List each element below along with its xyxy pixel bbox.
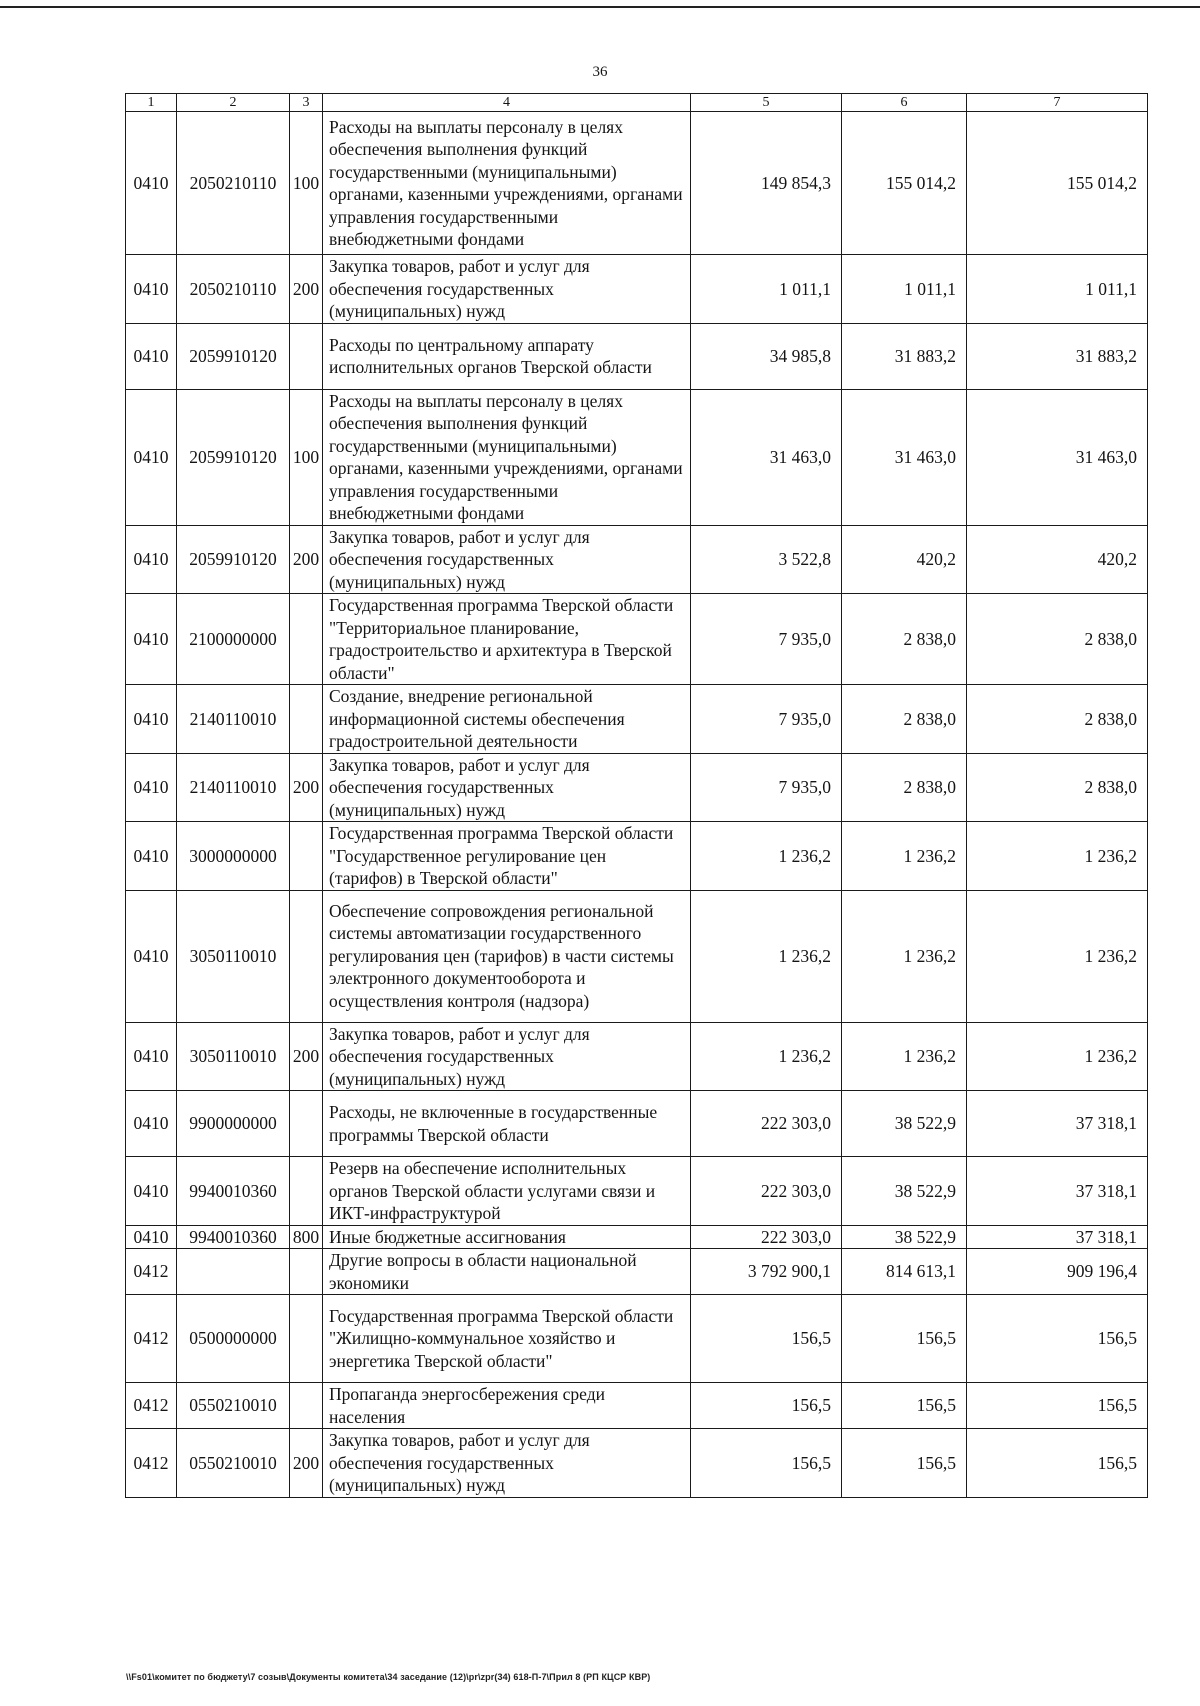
amount-year3-cell: 2 838,0 bbox=[967, 685, 1148, 754]
amount-year1-cell: 1 236,2 bbox=[691, 890, 842, 1022]
target-article-cell: 9900000000 bbox=[177, 1091, 290, 1157]
amount-year1-cell: 7 935,0 bbox=[691, 594, 842, 685]
amount-year3-cell: 37 318,1 bbox=[967, 1091, 1148, 1157]
amount-year2-cell: 2 838,0 bbox=[842, 685, 967, 754]
expense-type-cell bbox=[290, 323, 323, 389]
expense-type-cell: 800 bbox=[290, 1225, 323, 1249]
amount-year3-cell: 31 883,2 bbox=[967, 323, 1148, 389]
amount-year3-cell: 37 318,1 bbox=[967, 1225, 1148, 1249]
target-article-cell: 9940010360 bbox=[177, 1225, 290, 1249]
amount-year2-cell: 156,5 bbox=[842, 1295, 967, 1383]
amount-year2-cell: 31 883,2 bbox=[842, 323, 967, 389]
section-code-cell: 0410 bbox=[126, 525, 177, 594]
amount-year3-cell: 1 236,2 bbox=[967, 1022, 1148, 1091]
amount-year1-cell: 3 792 900,1 bbox=[691, 1249, 842, 1295]
amount-year2-cell: 420,2 bbox=[842, 525, 967, 594]
target-article-cell: 2059910120 bbox=[177, 525, 290, 594]
item-name-cell: Пропаганда энергосбережения среди населения bbox=[323, 1383, 691, 1429]
expense-type-cell: 200 bbox=[290, 1022, 323, 1091]
amount-year1-cell: 222 303,0 bbox=[691, 1157, 842, 1226]
amount-year1-cell: 156,5 bbox=[691, 1429, 842, 1498]
expense-type-cell: 100 bbox=[290, 389, 323, 525]
amount-year2-cell: 1 236,2 bbox=[842, 822, 967, 891]
expense-type-cell bbox=[290, 890, 323, 1022]
amount-year3-cell: 156,5 bbox=[967, 1383, 1148, 1429]
table-row bbox=[126, 1225, 1148, 1249]
target-article-cell: 0550210010 bbox=[177, 1383, 290, 1429]
table-row bbox=[126, 1295, 1148, 1383]
section-code-cell: 0412 bbox=[126, 1383, 177, 1429]
amount-year1-cell: 3 522,8 bbox=[691, 525, 842, 594]
amount-year2-cell: 1 236,2 bbox=[842, 890, 967, 1022]
section-code-cell: 0410 bbox=[126, 1225, 177, 1249]
amount-year1-cell: 1 011,1 bbox=[691, 255, 842, 324]
target-article-cell: 2100000000 bbox=[177, 594, 290, 685]
expense-type-cell: 200 bbox=[290, 753, 323, 822]
section-code-cell: 0410 bbox=[126, 753, 177, 822]
table-row bbox=[126, 389, 1148, 525]
item-name-cell: Иные бюджетные ассигнования bbox=[323, 1225, 691, 1249]
amount-year3-cell: 2 838,0 bbox=[967, 594, 1148, 685]
amount-year3-cell: 1 236,2 bbox=[967, 822, 1148, 891]
amount-year1-cell: 7 935,0 bbox=[691, 753, 842, 822]
item-name-cell: Государственная программа Тверской области "Жилищно-коммунальное хозяйство и энергетика Тверской области" bbox=[323, 1295, 691, 1383]
amount-year1-cell: 34 985,8 bbox=[691, 323, 842, 389]
column-number: 3 bbox=[290, 94, 323, 112]
target-article-cell: 3050110010 bbox=[177, 1022, 290, 1091]
amount-year3-cell: 156,5 bbox=[967, 1295, 1148, 1383]
table-row bbox=[126, 1249, 1148, 1295]
section-code-cell: 0410 bbox=[126, 822, 177, 891]
amount-year3-cell: 1 011,1 bbox=[967, 255, 1148, 324]
amount-year1-cell: 31 463,0 bbox=[691, 389, 842, 525]
amount-year2-cell: 1 011,1 bbox=[842, 255, 967, 324]
table-row bbox=[126, 1157, 1148, 1226]
amount-year3-cell: 2 838,0 bbox=[967, 753, 1148, 822]
table-row bbox=[126, 323, 1148, 389]
section-code-cell: 0410 bbox=[126, 1022, 177, 1091]
target-article-cell: 0500000000 bbox=[177, 1295, 290, 1383]
item-name-cell: Закупка товаров, работ и услуг для обеспечения государственных (муниципальных) нужд bbox=[323, 1022, 691, 1091]
amount-year3-cell: 155 014,2 bbox=[967, 112, 1148, 255]
table-row bbox=[126, 255, 1148, 324]
item-name-cell: Другие вопросы в области национальной экономики bbox=[323, 1249, 691, 1295]
item-name-cell: Государственная программа Тверской области "Государственное регулирование цен (тарифов) в Тверской области" bbox=[323, 822, 691, 891]
table-row bbox=[126, 1429, 1148, 1498]
amount-year2-cell: 156,5 bbox=[842, 1383, 967, 1429]
expense-type-cell: 100 bbox=[290, 112, 323, 255]
item-name-cell: Закупка товаров, работ и услуг для обеспечения государственных (муниципальных) нужд bbox=[323, 255, 691, 324]
section-code-cell: 0410 bbox=[126, 685, 177, 754]
expense-type-cell bbox=[290, 1157, 323, 1226]
amount-year3-cell: 420,2 bbox=[967, 525, 1148, 594]
expense-type-cell bbox=[290, 685, 323, 754]
target-article-cell: 3050110010 bbox=[177, 890, 290, 1022]
amount-year3-cell: 1 236,2 bbox=[967, 890, 1148, 1022]
item-name-cell: Расходы, не включенные в государственные программы Тверской области bbox=[323, 1091, 691, 1157]
amount-year2-cell: 155 014,2 bbox=[842, 112, 967, 255]
section-code-cell: 0410 bbox=[126, 594, 177, 685]
target-article-cell bbox=[177, 1249, 290, 1295]
amount-year2-cell: 38 522,9 bbox=[842, 1225, 967, 1249]
table-row bbox=[126, 525, 1148, 594]
section-code-cell: 0410 bbox=[126, 255, 177, 324]
column-number: 1 bbox=[126, 94, 177, 112]
amount-year1-cell: 222 303,0 bbox=[691, 1091, 842, 1157]
target-article-cell: 2059910120 bbox=[177, 323, 290, 389]
column-number: 6 bbox=[842, 94, 967, 112]
table-row bbox=[126, 594, 1148, 685]
amount-year2-cell: 38 522,9 bbox=[842, 1091, 967, 1157]
amount-year2-cell: 2 838,0 bbox=[842, 594, 967, 685]
amount-year1-cell: 156,5 bbox=[691, 1383, 842, 1429]
page-number: 36 bbox=[592, 64, 608, 80]
amount-year1-cell: 1 236,2 bbox=[691, 822, 842, 891]
expense-type-cell: 200 bbox=[290, 1429, 323, 1498]
table-row bbox=[126, 753, 1148, 822]
item-name-cell: Расходы на выплаты персоналу в целях обеспечения выполнения функций государственными (муниципальными) органами, казенными учреждениями, органами управления государственными внебюджетными фондами bbox=[323, 389, 691, 525]
target-article-cell: 2050210110 bbox=[177, 255, 290, 324]
item-name-cell: Закупка товаров, работ и услуг для обеспечения государственных (муниципальных) нужд bbox=[323, 1429, 691, 1498]
amount-year2-cell: 1 236,2 bbox=[842, 1022, 967, 1091]
amount-year2-cell: 814 613,1 bbox=[842, 1249, 967, 1295]
amount-year3-cell: 31 463,0 bbox=[967, 389, 1148, 525]
column-number: 5 bbox=[691, 94, 842, 112]
table-row bbox=[126, 822, 1148, 891]
section-code-cell: 0410 bbox=[126, 389, 177, 525]
expense-type-cell bbox=[290, 594, 323, 685]
column-number: 2 bbox=[177, 94, 290, 112]
item-name-cell: Создание, внедрение региональной информационной системы обеспечения градостроительной деятельности bbox=[323, 685, 691, 754]
section-code-cell: 0412 bbox=[126, 1429, 177, 1498]
expense-type-cell bbox=[290, 1091, 323, 1157]
section-code-cell: 0410 bbox=[126, 112, 177, 255]
section-code-cell: 0412 bbox=[126, 1295, 177, 1383]
item-name-cell: Расходы на выплаты персоналу в целях обеспечения выполнения функций государственными (муниципальными) органами, казенными учреждениями, органами управления государственными внебюджетными фондами bbox=[323, 112, 691, 255]
amount-year2-cell: 156,5 bbox=[842, 1429, 967, 1498]
budget-table bbox=[125, 93, 1148, 1498]
item-name-cell: Резерв на обеспечение исполнительных органов Тверской области услугами связи и ИКТ-инфраструктурой bbox=[323, 1157, 691, 1226]
top-rule bbox=[0, 6, 1200, 8]
target-article-cell: 2050210110 bbox=[177, 112, 290, 255]
amount-year2-cell: 38 522,9 bbox=[842, 1157, 967, 1226]
item-name-cell: Государственная программа Тверской области "Территориальное планирование, градостроительство и архитектура в Тверской области" bbox=[323, 594, 691, 685]
expense-type-cell bbox=[290, 1295, 323, 1383]
section-code-cell: 0410 bbox=[126, 323, 177, 389]
section-code-cell: 0410 bbox=[126, 1157, 177, 1226]
item-name-cell: Закупка товаров, работ и услуг для обеспечения государственных (муниципальных) нужд bbox=[323, 525, 691, 594]
item-name-cell: Расходы по центральному аппарату исполнительных органов Тверской области bbox=[323, 323, 691, 389]
target-article-cell: 2140110010 bbox=[177, 753, 290, 822]
target-article-cell: 0550210010 bbox=[177, 1429, 290, 1498]
section-code-cell: 0410 bbox=[126, 890, 177, 1022]
column-number: 4 bbox=[323, 94, 691, 112]
column-number: 7 bbox=[967, 94, 1148, 112]
target-article-cell: 9940010360 bbox=[177, 1157, 290, 1226]
expense-type-cell bbox=[290, 1383, 323, 1429]
table-row bbox=[126, 890, 1148, 1022]
amount-year1-cell: 156,5 bbox=[691, 1295, 842, 1383]
table-row bbox=[126, 685, 1148, 754]
expense-type-cell bbox=[290, 822, 323, 891]
expense-type-cell: 200 bbox=[290, 255, 323, 324]
amount-year3-cell: 37 318,1 bbox=[967, 1157, 1148, 1226]
target-article-cell: 3000000000 bbox=[177, 822, 290, 891]
amount-year2-cell: 2 838,0 bbox=[842, 753, 967, 822]
footer-file-path: \\Fs01\комитет по бюджету\7 созыв\Документы комитета\34 заседание (12)\pr\zpr(34) 618-П-7\Прил 8 (РП КЦСР КВР) bbox=[126, 1672, 651, 1682]
target-article-cell: 2059910120 bbox=[177, 389, 290, 525]
table-row bbox=[126, 1383, 1148, 1429]
table-row bbox=[126, 1022, 1148, 1091]
table-row bbox=[126, 112, 1148, 255]
amount-year1-cell: 1 236,2 bbox=[691, 1022, 842, 1091]
amount-year1-cell: 7 935,0 bbox=[691, 685, 842, 754]
expense-type-cell: 200 bbox=[290, 525, 323, 594]
amount-year3-cell: 909 196,4 bbox=[967, 1249, 1148, 1295]
target-article-cell: 2140110010 bbox=[177, 685, 290, 754]
column-numbers-row bbox=[126, 94, 1148, 112]
table-row bbox=[126, 1091, 1148, 1157]
section-code-cell: 0412 bbox=[126, 1249, 177, 1295]
amount-year1-cell: 222 303,0 bbox=[691, 1225, 842, 1249]
amount-year1-cell: 149 854,3 bbox=[691, 112, 842, 255]
item-name-cell: Обеспечение сопровождения региональной системы автоматизации государственного регулирования цен (тарифов) в части системы электронного документооборота и осуществления контроля (надзора) bbox=[323, 890, 691, 1022]
amount-year3-cell: 156,5 bbox=[967, 1429, 1148, 1498]
expense-type-cell bbox=[290, 1249, 323, 1295]
section-code-cell: 0410 bbox=[126, 1091, 177, 1157]
item-name-cell: Закупка товаров, работ и услуг для обеспечения государственных (муниципальных) нужд bbox=[323, 753, 691, 822]
amount-year2-cell: 31 463,0 bbox=[842, 389, 967, 525]
